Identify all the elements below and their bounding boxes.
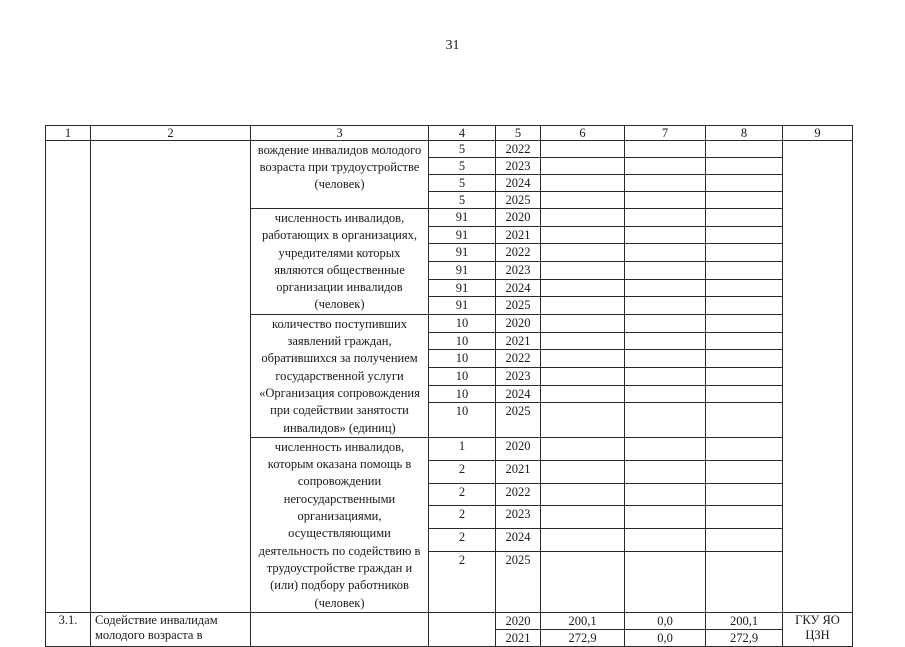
finance-federal-cell [625,261,706,279]
indicator-value: 2 [429,529,496,552]
header-cell-1: 1 [46,126,91,141]
finance-regional-cell [706,506,783,529]
finance-regional-cell [706,141,783,158]
header-cell-6: 6 [541,126,625,141]
finance-total-cell [541,226,625,244]
finance-regional-cell [706,192,783,209]
header-cell-5: 5 [496,126,541,141]
finance-federal-cell [625,192,706,209]
finance-federal-cell [625,506,706,529]
year-cell: 2025 [496,192,541,209]
finance-federal-cell [625,483,706,506]
indicator-value: 1 [429,437,496,460]
page-number: 31 [445,38,460,53]
finance-federal-cell [625,552,706,613]
finance-regional-cell: 272,9 [706,629,783,646]
indicator-value: 91 [429,261,496,279]
header-cell-3: 3 [251,126,429,141]
year-cell: 2024 [496,385,541,403]
table-row [46,141,853,158]
year-cell: 2021 [496,629,541,646]
year-cell: 2022 [496,141,541,158]
finance-total-cell [541,367,625,385]
year-cell: 2023 [496,367,541,385]
finance-federal-cell [625,175,706,192]
finance-federal-cell [625,437,706,460]
indicator-value: 10 [429,314,496,332]
indicator-value: 10 [429,350,496,368]
finance-federal-cell [625,385,706,403]
finance-federal-cell [625,367,706,385]
year-cell: 2024 [496,529,541,552]
year-cell: 2020 [496,437,541,460]
header-cell-8: 8 [706,126,783,141]
finance-federal-cell [625,460,706,483]
finance-federal-cell [625,158,706,175]
finance-regional-cell [706,226,783,244]
header-row [46,126,853,141]
finance-regional-cell [706,314,783,332]
year-cell: 2025 [496,403,541,437]
finance-regional-cell [706,367,783,385]
finance-regional-cell [706,297,783,315]
header-cell-2: 2 [91,126,251,141]
program-table [45,125,853,647]
header-cell-7: 7 [625,126,706,141]
executor-cell: ГКУ ЯО ЦЗН [783,612,853,646]
year-cell: 2023 [496,158,541,175]
item-indicator-empty [251,612,429,646]
finance-federal-cell [625,279,706,297]
year-cell: 2025 [496,552,541,613]
finance-federal-cell [625,226,706,244]
year-cell: 2022 [496,350,541,368]
finance-total-cell [541,175,625,192]
indicator-value: 5 [429,192,496,209]
finance-federal-cell [625,529,706,552]
finance-regional-cell [706,403,783,437]
header-cell-9: 9 [783,126,853,141]
finance-total-cell [541,506,625,529]
year-cell: 2022 [496,483,541,506]
indicator-value: 2 [429,552,496,613]
finance-regional-cell [706,175,783,192]
year-cell: 2023 [496,506,541,529]
finance-total-cell [541,350,625,368]
finance-total-cell [541,460,625,483]
indicator-value: 2 [429,460,496,483]
finance-total-cell [541,529,625,552]
finance-regional-cell [706,261,783,279]
finance-total-cell [541,192,625,209]
finance-total-cell: 272,9 [541,629,625,646]
finance-total-cell [541,314,625,332]
indicator-value: 10 [429,403,496,437]
finance-federal-cell [625,350,706,368]
item-number-cell-empty [46,141,91,613]
year-cell: 2025 [496,297,541,315]
year-cell: 2020 [496,209,541,227]
year-cell: 2021 [496,226,541,244]
finance-total-cell [541,158,625,175]
indicator-cell: численность инвалидов, которым оказана помощь в сопровождении негосударственными организациями, осуществляющими деятельность по содействию в трудоустройстве граждан и (или) подбору работников (человек) [251,437,429,612]
indicator-value: 5 [429,141,496,158]
indicator-value: 10 [429,332,496,350]
finance-total-cell [541,437,625,460]
item-name-cell-empty [91,141,251,613]
indicator-cell: количество поступивших заявлений граждан, обратившихся за получением государственной услуги «Организация сопровождения при содействии занятости инвалидов» (единиц) [251,314,429,437]
finance-federal-cell [625,332,706,350]
finance-regional-cell: 200,1 [706,612,783,629]
finance-regional-cell [706,552,783,613]
indicator-value: 5 [429,175,496,192]
finance-total-cell [541,279,625,297]
finance-total-cell [541,403,625,437]
indicator-value: 2 [429,483,496,506]
indicator-value: 91 [429,297,496,315]
finance-total-cell [541,261,625,279]
indicator-value: 91 [429,226,496,244]
finance-regional-cell [706,209,783,227]
year-cell: 2021 [496,460,541,483]
indicator-value: 5 [429,158,496,175]
finance-regional-cell [706,483,783,506]
finance-total-cell [541,483,625,506]
finance-regional-cell [706,244,783,262]
indicator-value: 10 [429,385,496,403]
indicator-value: 2 [429,506,496,529]
indicator-cell: численность инвалидов, работающих в организациях, учредителями которых являются общественные организации инвалидов (человек) [251,209,429,315]
finance-federal-cell [625,403,706,437]
table-row [46,612,853,629]
header-cell-4: 4 [429,126,496,141]
finance-federal-cell [625,244,706,262]
indicator-value: 91 [429,279,496,297]
finance-federal-cell [625,297,706,315]
finance-regional-cell [706,158,783,175]
year-cell: 2020 [496,314,541,332]
finance-federal-cell [625,141,706,158]
finance-regional-cell [706,437,783,460]
finance-federal-cell: 0,0 [625,612,706,629]
year-cell: 2020 [496,612,541,629]
indicator-value: 91 [429,209,496,227]
indicator-cell: вождение инвалидов молодого возраста при трудоустройстве (человек) [251,141,429,209]
finance-regional-cell [706,279,783,297]
item-value-empty [429,612,496,646]
finance-regional-cell [706,529,783,552]
finance-total-cell [541,385,625,403]
year-cell: 2021 [496,332,541,350]
finance-total-cell [541,297,625,315]
finance-total-cell [541,332,625,350]
executor-cell-empty [783,141,853,613]
indicator-value: 91 [429,244,496,262]
finance-regional-cell [706,460,783,483]
finance-total-cell [541,209,625,227]
finance-total-cell [541,552,625,613]
finance-regional-cell [706,385,783,403]
finance-total-cell: 200,1 [541,612,625,629]
finance-regional-cell [706,350,783,368]
year-cell: 2024 [496,175,541,192]
finance-federal-cell [625,314,706,332]
finance-federal-cell [625,209,706,227]
year-cell: 2023 [496,261,541,279]
finance-total-cell [541,141,625,158]
finance-regional-cell [706,332,783,350]
year-cell: 2024 [496,279,541,297]
item-name: Содействие инвалидам молодого возраста в [91,612,251,646]
item-number: 3.1. [46,612,91,646]
year-cell: 2022 [496,244,541,262]
indicator-value: 10 [429,367,496,385]
finance-total-cell [541,244,625,262]
finance-federal-cell: 0,0 [625,629,706,646]
